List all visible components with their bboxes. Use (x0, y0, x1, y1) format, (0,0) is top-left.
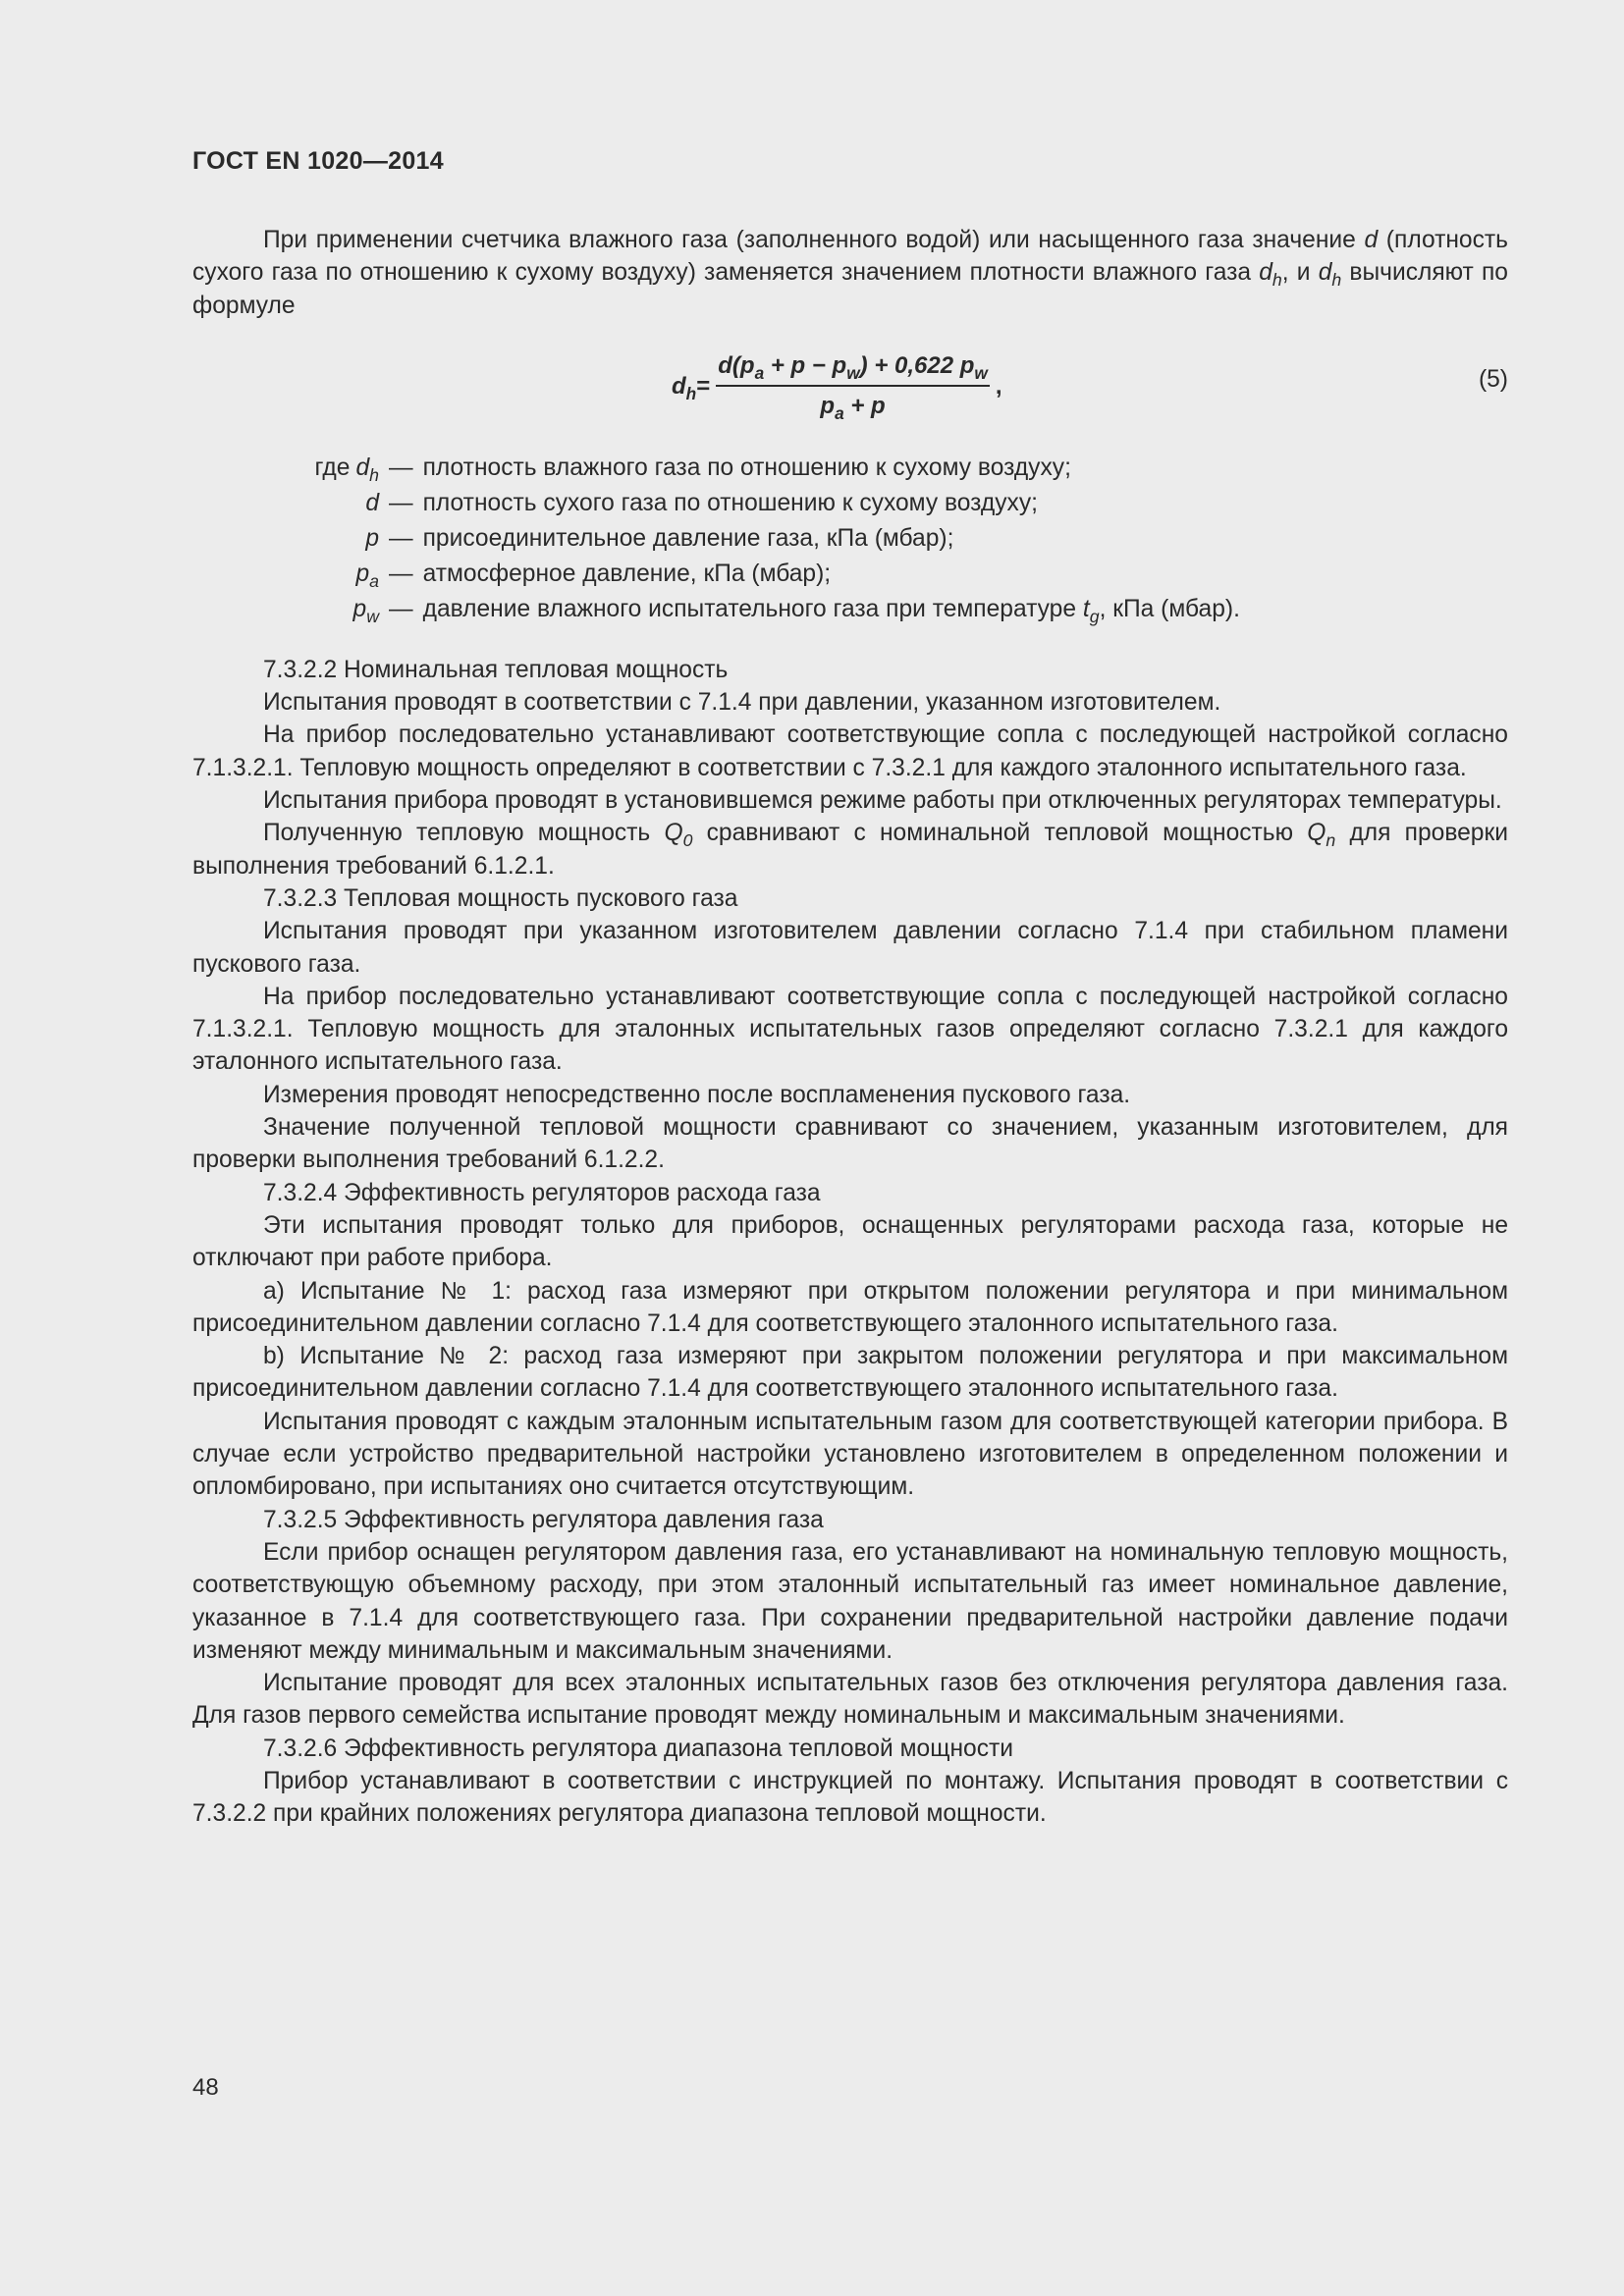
def-text: плотность сухого газа по отношению к сухому воздуху; (422, 489, 1038, 516)
formula-lhs: $d_h$ (672, 372, 697, 403)
def-text: атмосферное давление, кПа (мбар); (422, 560, 832, 587)
where-label: где (314, 454, 351, 481)
text-run: (плотность сухого газа по отношению к сухому воздуху) заменяется значением плотности влажного газа (192, 227, 1508, 287)
list-item-a: а) Испытание № 1: расход газа измеряют при открытом положении регулятора и при минимальном присоединительном давлении согласно 7.1.4 для соответствующего эталонного испытательного газа. (192, 1277, 1508, 1337)
section-title: 7.3.2.6 Эффективность регулятора диапазона тепловой мощности (263, 1735, 1014, 1762)
def-text: плотность влажного газа по отношению к сухому воздуху; (422, 454, 1071, 481)
definition-item (192, 452, 1508, 487)
formula-equals: = (696, 372, 711, 400)
paragraph: Измерения проводят непосредственно после воспламенения пускового газа. (263, 1081, 1131, 1108)
section-title: 7.3.2.2 Номинальная тепловая мощность (263, 656, 729, 683)
text-run: , и (1281, 259, 1319, 287)
definition-item (192, 558, 1508, 593)
paragraph: Значение полученной тепловой мощности сравнивают со значением, указанным изготовителем, для проверки выполнения требований 6.1.2.2. (192, 1114, 1508, 1174)
formula-numerator: $d(p_a + p - p_w) + 0,622$ $p_w$ (716, 349, 990, 387)
document-header: ГОСТ EN 1020—2014 (192, 147, 444, 175)
formula-number: (5) (1478, 365, 1508, 393)
definitions-list (192, 452, 1508, 628)
paragraph: Испытания проводят при указанном изготовителем давлении согласно 7.1.4 при стабильном пламени пускового газа. (192, 918, 1508, 978)
formula-5 (192, 334, 1508, 438)
paragraph: Испытания проводят с каждым эталонным испытательным газом для соответствующей категории прибора. В случае если устройство предварительной настройки установлено изготовителем в определенном положении и опломбировано, при испытаниях оно считается отсутствующим. (192, 1408, 1508, 1501)
paragraph: Испытания прибора проводят в установившемся режиме работы при отключенных регуляторах температуры. (263, 787, 1502, 815)
def-dash: — (389, 489, 413, 516)
paragraph: Полученную тепловую мощность $Q_0$ сравнивают с номинальной тепловой мощностью $Q_n$ для проверки выполнения требований 6.1.2.1. (192, 820, 1508, 880)
formula-fraction (716, 349, 990, 423)
definition-item (192, 522, 1508, 558)
paragraph: Эти испытания проводят только для приборов, оснащенных регуляторами расхода газа, которые не отключают при работе прибора. (192, 1211, 1508, 1272)
definition-item (192, 593, 1508, 628)
list-item-b: b) Испытание № 2: расход газа измеряют при закрытом положении регулятора и при максимальном присоединительном давлении согласно 7.1.4 для соответствующего эталонного испытательного газа. (192, 1343, 1508, 1403)
def-text: присоединительное давление газа, кПа (мбар); (422, 524, 954, 552)
page-number: 48 (192, 2074, 219, 2101)
section-title: 7.3.2.3 Тепловая мощность пускового газа (263, 884, 738, 912)
def-symbol: $p_w$ (352, 595, 379, 627)
symbol-dh: $d_h$ (1318, 259, 1342, 291)
text-run: При применении счетчика влажного газа (заполненного водой) или насыщенного газа значение (263, 227, 1365, 253)
section-title: 7.3.2.4 Эффективность регуляторов расхода газа (263, 1179, 821, 1206)
paragraph: Если прибор оснащен регулятором давления газа, его устанавливают на номинальную тепловую мощность, соответствующую объемному расходу, при этом эталонный испытательный газ имеет номинальное давление, указанное в 7.1.4 для соответствующего газа. При сохранении предварительной настройки давление подачи изменяют между минимальным и максимальным значениями. (192, 1538, 1508, 1664)
def-symbol: p (365, 524, 379, 552)
def-text: давление влажного испытательного газа при температуре $t_g$, кПа (мбар). (422, 595, 1240, 627)
paragraph: Испытания проводят в соответствии с 7.1.4 при давлении, указанном изготовителем. (263, 689, 1221, 717)
def-dash: — (389, 560, 413, 587)
formula-comma: , (995, 372, 1002, 400)
symbol-d: d (1364, 227, 1379, 253)
formula-expression (672, 349, 1002, 423)
def-dash: — (389, 524, 413, 552)
def-symbol: d (365, 489, 379, 516)
section-title: 7.3.2.5 Эффективность регулятора давления газа (263, 1506, 824, 1533)
def-symbol: $p_a$ (355, 560, 379, 592)
paragraph: Прибор устанавливают в соответствии с инструкцией по монтажу. Испытания проводят в соответствии с 7.3.2.2 при крайних положениях регулятора диапазона тепловой мощности. (192, 1767, 1508, 1828)
def-symbol: $d_h$ (355, 454, 379, 486)
definition-item (192, 487, 1508, 522)
intro-paragraph (192, 224, 1508, 322)
def-dash: — (389, 595, 413, 622)
document-body (192, 224, 1508, 1831)
def-dash: — (389, 454, 413, 481)
paragraph: На прибор последовательно устанавливают соответствующие сопла с последующей настройкой согласно 7.1.3.2.1. Тепловую мощность для эталонных испытательных газов определяют согласно 7.3.2.1 для каждого эталонного испытательного газа. (192, 983, 1508, 1076)
text-run: вычисляют по формуле (192, 259, 1508, 319)
paragraph: Испытание проводят для всех эталонных испытательных газов без отключения регулятора давления газа. Для газов первого семейства испытание проводят между номинальным и максимальным значениями. (192, 1670, 1508, 1730)
symbol-dh: $d_h$ (1259, 259, 1282, 291)
formula-denominator: $p_a + p$ (820, 393, 886, 424)
paragraph: На прибор последовательно устанавливают соответствующие сопла с последующей настройкой согласно 7.1.3.2.1. Тепловую мощность определяют в соответствии с 7.3.2.1 для каждого эталонного испытательного газа. (192, 721, 1508, 781)
